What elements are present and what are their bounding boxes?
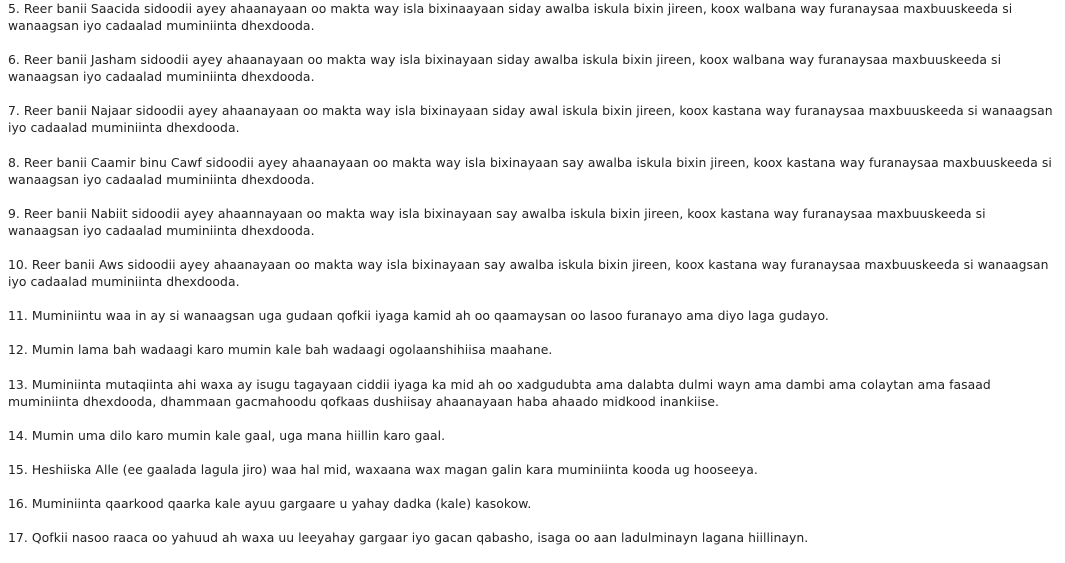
paragraph-7: 7. Reer banii Najaar sidoodii ayey ahaanayaan oo makta way isla bixinayaan siday awal iskula bixin jireen, koox kastana way furanaysaa maxbuuskeeda si wanaagsan iyo cadaalad muminiinta dhexdooda. <box>8 103 1053 136</box>
paragraph-6: 6. Reer banii Jasham sidoodii ayey ahaanayaan oo makta way isla bixinayaan siday awalba iskula bixin jireen, koox walbana way furanaysaa maxbuuskeeda si wanaagsan iyo cadaalad muminiinta dhexdooda. <box>8 52 1002 85</box>
paragraph-5: 5. Reer banii Saacida sidoodii ayey ahaanayaan oo makta way isla bixinaayaan siday awalba iskula bixin jireen, koox walbana way furanaysaa maxbuuskeeda si wanaagsan iyo cadaalad muminiinta dhexdooda. <box>8 1 1013 33</box>
document-body <box>8 0 1060 563</box>
paragraph-9: 9. Reer banii Nabiit sidoodii ayey ahaannayaan oo makta way isla bixinayaan say awalba iskula bixin jireen, koox kastana way furanaysaa maxbuuskeeda si wanaagsan iyo cadaalad muminiinta dhexdooda. <box>8 205 986 238</box>
paragraph-15: 15. Heshiiska Alle (ee gaalada lagula jiro) waa hal mid, waxaana wax magan galin kara muminiinta kooda ug hooseeya. <box>8 461 758 477</box>
paragraph-10: 10. Reer banii Aws sidoodii ayey ahaanayaan oo makta way isla bixinayaan say awalba iskula bixin jireen, koox kastana way furanaysaa maxbuuskeeda si wanaagsan iyo cadaalad muminiinta dhexdooda. <box>8 256 1049 289</box>
paragraph-16: 16. Muminiinta qaarkood qaarka kale ayuu gargaare u yahay dadka (kale) kasokow. <box>8 496 532 512</box>
paragraph-12: 12. Mumin lama bah wadaagi karo mumin kale bah wadaagi ogolaanshihiisa maahane. <box>8 342 553 358</box>
paragraph-11: 11. Muminiintu waa in ay si wanaagsan uga gudaan qofkii iyaga kamid ah oo qaamaysan oo lasoo furanayo ama diyo laga gudayo. <box>8 308 829 324</box>
paragraph-14: 14. Mumin uma dilo karo mumin kale gaal, uga mana hiillin karo gaal. <box>8 427 446 443</box>
paragraph-8: 8. Reer banii Caamir binu Cawf sidoodii ayey ahaanayaan oo makta way isla bixinayaan say awalba iskula bixin jireen, koox kastana way furanaysaa maxbuuskeeda si wanaagsan iyo cadaalad muminiinta dhexdooda. <box>8 154 1052 187</box>
paragraph-13: 13. Muminiinta mutaqiinta ahi waxa ay isugu tagayaan ciddii iyaga ka mid ah oo xadgudubta ama dalabta dulmi wayn ama dambi ama colaytan ama fasaad muminiinta dhexdooda, dhammaan gacmahoodu qofkaas dushiisay ahaanayaan haba ahaado midkood inankiise. <box>8 376 991 409</box>
paragraph-17: 17. Qofkii nasoo raaca oo yahuud ah waxa uu leeyahay gargaar iyo gacan qabasho, isaga oo aan ladulminayn lagana hiillinayn. <box>8 530 809 546</box>
